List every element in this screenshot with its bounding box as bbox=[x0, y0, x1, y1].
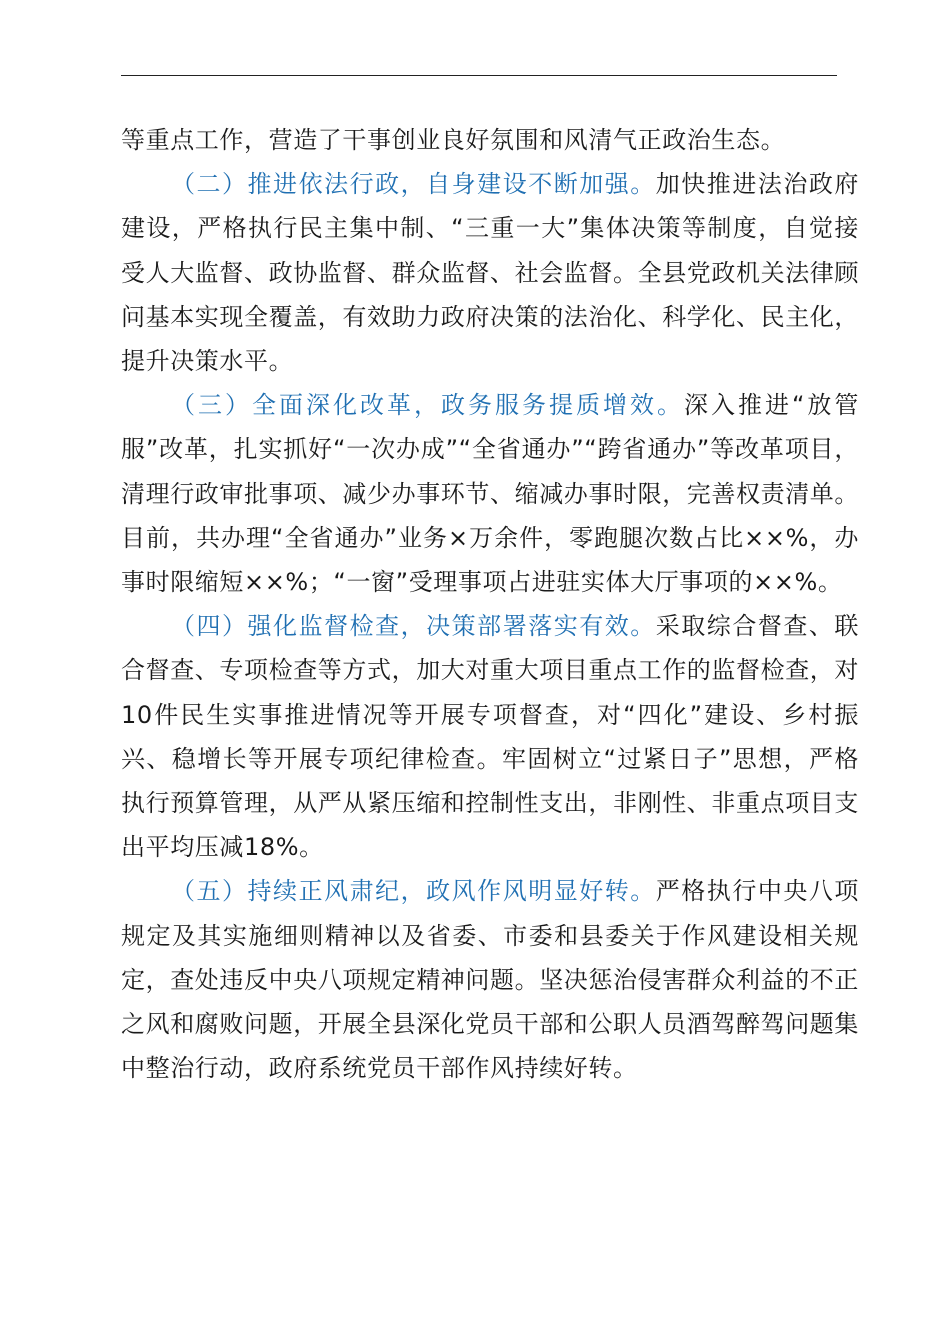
section-heading: （五）持续正风肃纪，政风作风明显好转。 bbox=[171, 877, 656, 906]
paragraph-section-5 bbox=[121, 869, 859, 1090]
paragraph-section-3 bbox=[121, 383, 859, 604]
header-rule bbox=[121, 75, 837, 76]
section-heading: （二）推进依法行政，自身建设不断加强。 bbox=[171, 170, 656, 199]
document-body bbox=[121, 118, 859, 1090]
paragraph-section-4 bbox=[121, 604, 859, 869]
section-heading: （四）强化监督检查，决策部署落实有效。 bbox=[171, 612, 656, 641]
paragraph-continuation bbox=[121, 118, 859, 162]
paragraph-text: 加快推进法治政府建设，严格执行民主集中制、“三重一大”集体决策等制度，自觉接受人大监督、政协监督、群众监督、社会监督。全县党政机关法律顾问基本实现全覆盖，有效助力政府决策的法治化、科学化、民主化，提升决策水平。 bbox=[121, 170, 859, 376]
paragraph-text: 等重点工作，营造了干事创业良好氛围和风清气正政治生态。 bbox=[121, 126, 786, 154]
paragraph-text: 严格执行中央八项规定及其实施细则精神以及省委、市委和县委关于作风建设相关规定，查处违反中央八项规定精神问题。坚决惩治侵害群众利益的不正之风和腐败问题，开展全县深化党员干部和公职人员酒驾醉驾问题集中整治行动，政府系统党员干部作风持续好转。 bbox=[121, 877, 859, 1083]
paragraph-text: 采取综合督查、联合督查、专项检查等方式，加大对重大项目重点工作的监督检查，对10件民生实事推进情况等开展专项督查，对“四化”建设、乡村振兴、稳增长等开展专项纪律检查。牢固树立“过紧日子”思想，严格执行预算管理，从严从紧压缩和控制性支出，非刚性、非重点项目支出平均压减18%。 bbox=[121, 612, 859, 862]
paragraph-section-2 bbox=[121, 162, 859, 383]
section-heading: （三）全面深化改革，政务服务提质增效。 bbox=[171, 391, 684, 420]
paragraph-text: 深入推进“放管服”改革，扎实抓好“一次办成”“全省通办”“跨省通办”等改革项目，清理行政审批事项、减少办事环节、缩减办事时限，完善权责清单。目前，共办理“全省通办”业务×万余件，零跑腿次数占比××%，办事时限缩短××%；“一窗”受理事项占进驻实体大厅事项的××%。 bbox=[121, 391, 859, 597]
